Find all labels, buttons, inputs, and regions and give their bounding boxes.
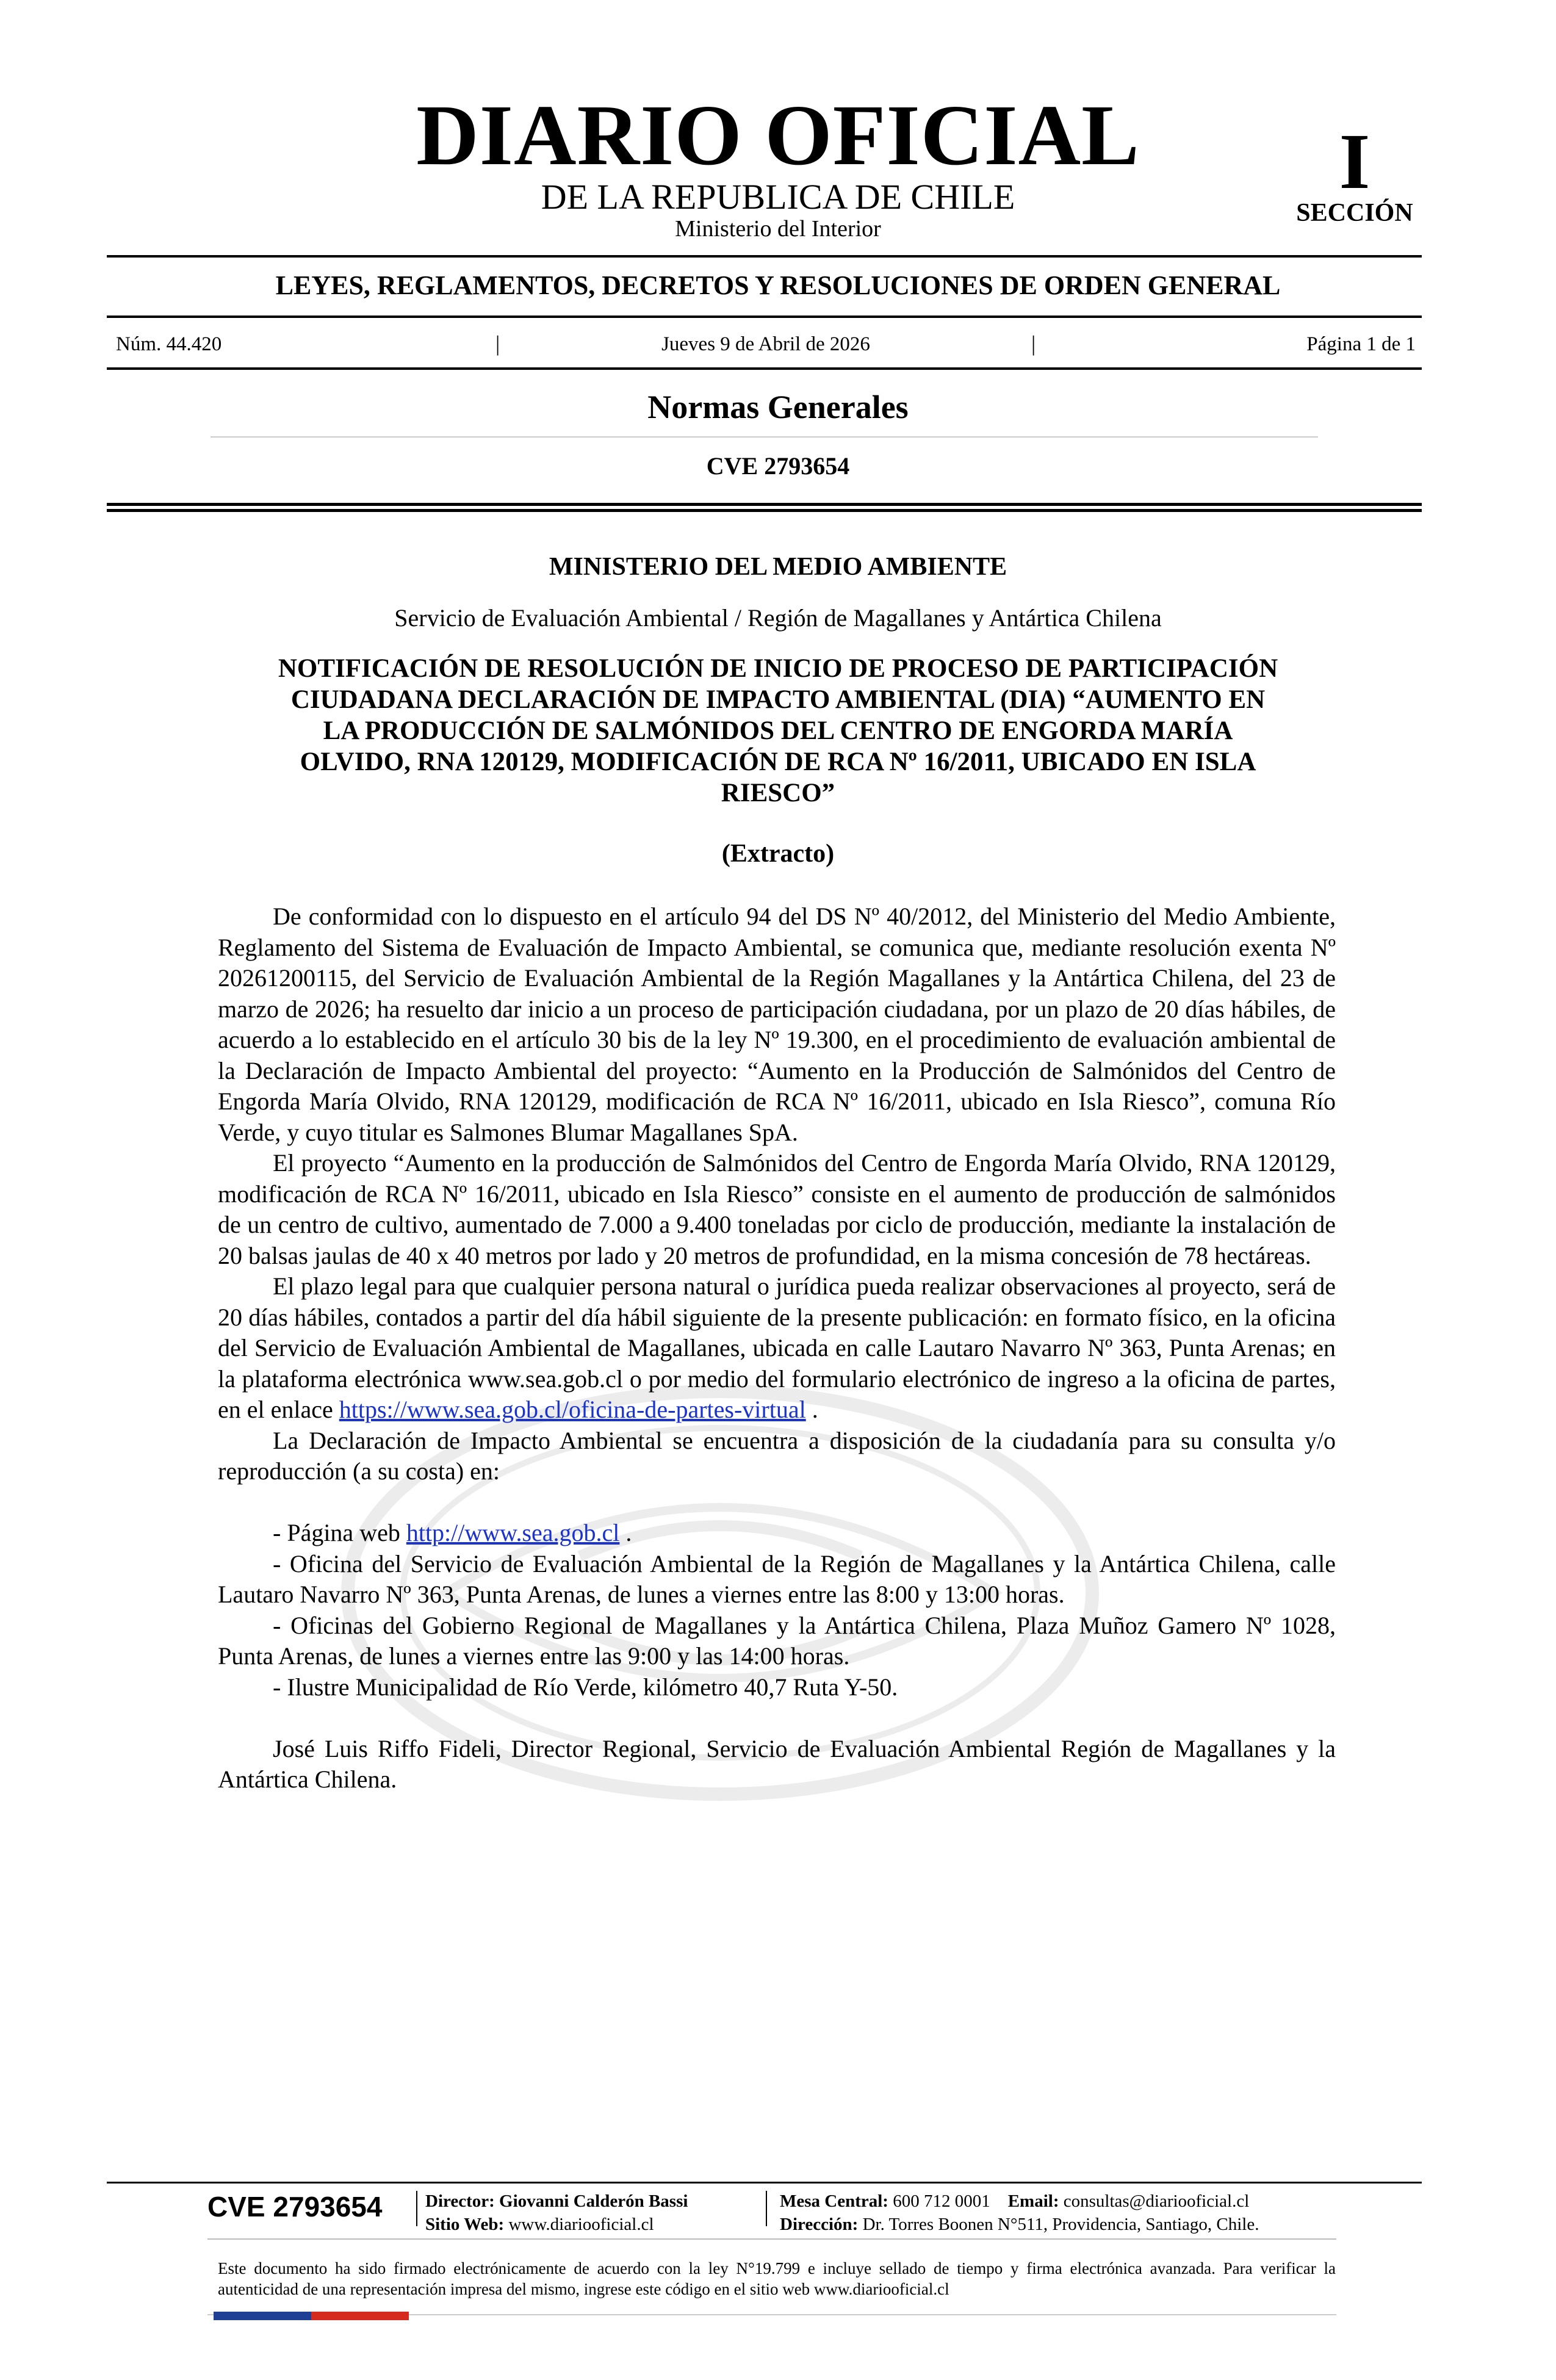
category-heading: LEYES, REGLAMENTOS, DECRETOS Y RESOLUCIONES DE ORDEN GENERAL <box>275 270 1281 300</box>
meta-separator: | <box>495 331 500 356</box>
flag-bar-blue <box>214 2312 311 2320</box>
desk-phone: 600 712 0001 <box>893 2191 990 2211</box>
footer-divider <box>416 2191 417 2226</box>
footer-director-block <box>425 2190 688 2236</box>
website-label: Sitio Web: <box>425 2215 505 2234</box>
footer-thin-rule <box>207 2238 1336 2240</box>
meta-separator: | <box>1031 331 1036 356</box>
flag-bar-red <box>311 2312 409 2320</box>
address-label: Dirección: <box>780 2215 859 2234</box>
footer-divider <box>766 2191 767 2226</box>
sea-website-link[interactable]: http://www.sea.gob.cl <box>406 1519 620 1546</box>
double-rule-bottom <box>107 509 1422 512</box>
issue-number: Núm. 44.420 <box>116 333 222 355</box>
blank-line <box>218 1487 1336 1518</box>
desk-label: Mesa Central: <box>780 2191 888 2211</box>
title-line: NOTIFICACIÓN DE RESOLUCIÓN DE INICIO DE PROCESO DE PARTICIPACIÓN <box>278 654 1278 683</box>
footer-cve-code: CVE 2793654 <box>207 2191 383 2223</box>
footer-contact-block <box>780 2190 1259 2236</box>
list-item: - Ilustre Municipalidad de Río Verde, kilómetro 40,7 Ruta Y-50. <box>273 1673 898 1701</box>
section-title: Normas Generales <box>647 389 909 425</box>
signature: José Luis Riffo Fideli, Director Regional, Servicio de Evaluación Ambiental Región de Magallanes y la Antártica Chilena. <box>218 1734 1336 1793</box>
list-item: - Oficina del Servicio de Evaluación Ambiental de la Región de Magallanes y la Antártica Chilena, calle Lautaro Navarro Nº 363, Punta Arenas, de lunes a viernes entre las 8:00 y 13:00 horas. <box>218 1549 1336 1608</box>
title-line: LA PRODUCCIÓN DE SALMÓNIDOS DEL CENTRO DE ENGORDA MARÍA <box>323 716 1233 745</box>
resolution-title <box>207 653 1349 809</box>
section-title-rule <box>211 436 1318 438</box>
paragraph-text: El plazo legal para que cualquier persona natural o jurídica pueda realizar observaciones al proyecto, será de 20 días hábiles, contados a partir del día hábil siguiente de la presente publicación: en formato físico, en la oficina del Servicio de Evaluación Ambiental de Magallanes, ubicada en calle Lautaro Navarro Nº 363, Punta Arenas; en la plataforma electrónica www.sea.gob.cl o por medio del formulario electrónico de ingreso a la oficina de partes, en el enlace <box>218 1272 1336 1423</box>
title-line: RIESCO” <box>721 779 835 807</box>
page-indicator: Página 1 de 1 <box>1306 333 1416 355</box>
masthead-subtitle: DE LA REPUBLICA DE CHILE <box>541 177 1015 217</box>
email-value[interactable]: consultas@diariooficial.cl <box>1063 2191 1250 2211</box>
title-line: CIUDADANA DECLARACIÓN DE IMPACTO AMBIENTAL (DIA) “AUMENTO EN <box>290 685 1266 714</box>
blank-line <box>218 1703 1336 1734</box>
masthead-rule <box>107 255 1422 258</box>
double-rule-top <box>107 503 1422 506</box>
masthead-title: DIARIO OFICIAL <box>416 87 1140 183</box>
cve-code: CVE 2793654 <box>706 452 850 480</box>
ministry-heading: MINISTERIO DEL MEDIO AMBIENTE <box>549 553 1007 581</box>
authenticity-note: Este documento ha sido firmado electrónicamente de acuerdo con la ley N°19.799 e incluye sellado de tiempo y firma electrónica avanzada. Para verificar la autenticidad de una representación impresa del mismo, ingrese este código en el sitio web www.diariooficial.cl <box>218 2259 1336 2298</box>
director-label: Director: <box>425 2191 495 2211</box>
extracto-label: (Extracto) <box>721 840 835 868</box>
paragraph: De conformidad con lo dispuesto en el artículo 94 del DS Nº 40/2012, del Ministerio del Medio Ambiente, Reglamento del Sistema de Evaluación de Impacto Ambiental, se comunica que, mediante resolución exenta Nº 20261200115, del Servicio de Evaluación Ambiental de la Región Magallanes y la Antártica Chilena, del 23 de marzo de 2026; ha resuelto dar inicio a un proceso de participación ciudadana, por un plazo de 20 días hábiles, de acuerdo a lo establecido en el artículo 30 bis de la ley Nº 19.300, en el procedimiento de evaluación ambiental de la Declaración de Impacto Ambiental del proyecto: “Aumento en la Producción de Salmónidos del Centro de Engorda María Olvido, RNA 120129, modificación de RCA Nº 16/2011, ubicado en Isla Riesco”, comuna Río Verde, y cuyo titular es Salmones Blumar Magallanes SpA. <box>218 903 1336 1146</box>
email-label: Email: <box>1007 2191 1059 2211</box>
oficina-partes-link[interactable]: https://www.sea.gob.cl/oficina-de-partes-virtual <box>339 1396 806 1423</box>
website-value[interactable]: www.diariooficial.cl <box>508 2215 654 2234</box>
address-value: Dr. Torres Boonen N°511, Providencia, Santiago, Chile. <box>862 2215 1259 2234</box>
punctuation: . <box>812 1396 818 1423</box>
title-line: OLVIDO, RNA 120129, MODIFICACIÓN DE RCA Nº 16/2011, UBICADO EN ISLA <box>300 748 1256 776</box>
list-item: - Oficinas del Gobierno Regional de Magallanes y la Antártica Chilena, Plaza Muñoz Gamero Nº 1028, Punta Arenas, de lunes a viernes entre las 9:00 y las 14:00 horas. <box>218 1611 1336 1670</box>
masthead-ministry: Ministerio del Interior <box>675 216 881 242</box>
list-item <box>218 1518 1336 1549</box>
footer-rule <box>107 2182 1422 2183</box>
issue-date: Jueves 9 de Abril de 2026 <box>661 333 870 355</box>
paragraph: La Declaración de Impacto Ambiental se encuentra a disposición de la ciudadanía para su consulta y/o reproducción (a su costa) en: <box>218 1426 1336 1485</box>
section-label: SECCIÓN <box>1296 199 1413 227</box>
paragraph <box>218 1271 1336 1426</box>
list-item-text: - Página web <box>273 1519 400 1546</box>
section-number: I <box>1339 118 1371 206</box>
paragraph: El proyecto “Aumento en la producción de Salmónidos del Centro de Engorda María Olvido, RNA 120129, modificación de RCA Nº 16/2011, ubicado en Isla Riesco” consiste en el aumento de producción de salmónidos de un centro de cultivo, aumentado de 7.000 a 9.400 toneladas por ciclo de producción, mediante la instalación de 20 balsas jaulas de 40 x 40 metros por lado y 20 metros de profundidad, en la misma concesión de 78 hectáreas. <box>218 1149 1336 1269</box>
category-rule <box>107 316 1422 318</box>
document-body <box>218 901 1336 1795</box>
director-name: Giovanni Calderón Bassi <box>499 2191 688 2211</box>
service-line: Servicio de Evaluación Ambiental / Región de Magallanes y Antártica Chilena <box>394 604 1162 632</box>
punctuation: . <box>625 1519 632 1546</box>
meta-rule <box>107 367 1422 370</box>
